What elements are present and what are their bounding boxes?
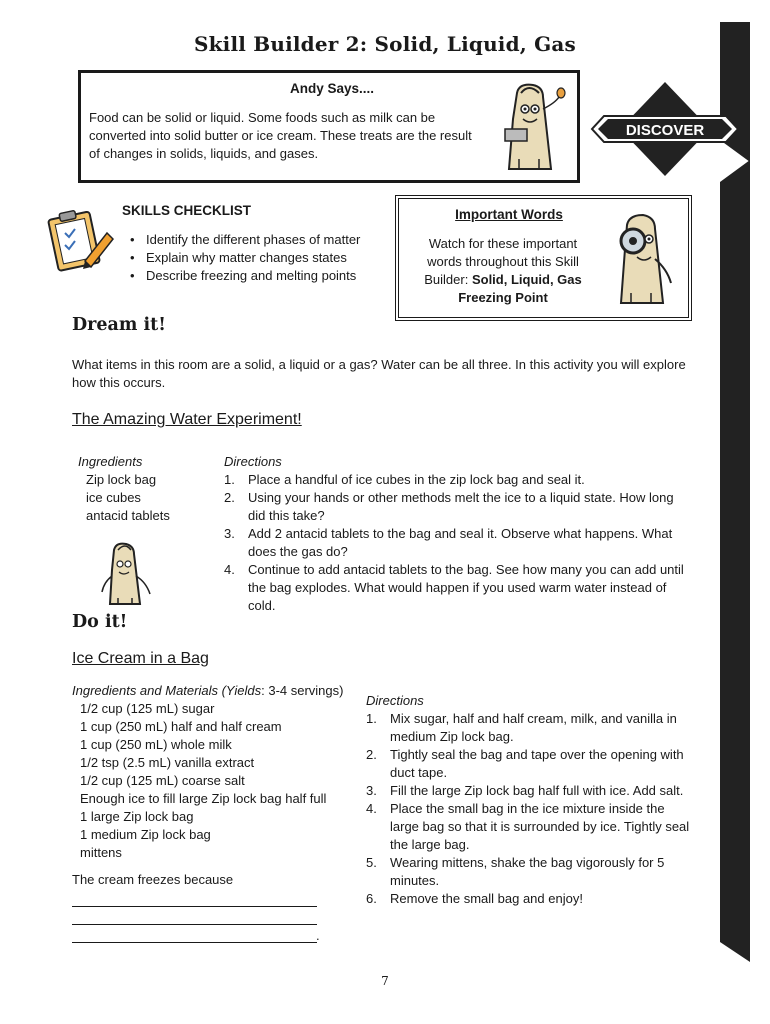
andy-says-box bbox=[78, 70, 580, 183]
ice-cream-direction-item: 3. Fill the large Zip lock bag half full with ice. Add salt. bbox=[366, 783, 684, 798]
water-direction-item: 2. Using your hands or other methods melt the ice to a liquid state. How long did this take? bbox=[224, 490, 674, 523]
important-words-term-1: Solid, Liquid, Gas bbox=[471, 272, 582, 287]
ice-cream-ingredient-item: 1 cup (250 mL) half and half cream bbox=[80, 719, 282, 734]
ice-cream-ingredient-item: 1 medium Zip lock bag bbox=[80, 827, 211, 842]
ice-cream-directions-label: Directions bbox=[366, 693, 424, 708]
do-it-heading: Do it! bbox=[72, 612, 128, 632]
important-words-term-2: Freezing Point bbox=[458, 290, 548, 305]
ice-cream-ingredient-item: mittens bbox=[80, 845, 122, 860]
water-directions-list bbox=[224, 471, 694, 615]
page-number: 7 bbox=[381, 974, 389, 988]
water-direction-item: 4. Continue to add antacid tablets to the bag. See how many you can add until the bag explodes. What would happen if you used warm water instead of cold. bbox=[224, 562, 684, 613]
ice-cream-direction-item: 6. Remove the small bag and enjoy! bbox=[366, 891, 583, 906]
ice-cream-ingredients-label: Ingredients and Materials (Yields: 3-4 servings) bbox=[72, 683, 344, 698]
water-direction-item: 3. Add 2 antacid tablets to the bag and seal it. Observe what happens. What does the gas do? bbox=[224, 526, 673, 559]
ice-cream-ingredient-item: 1/2 tsp (2.5 mL) vanilla extract bbox=[80, 755, 255, 770]
water-ingredient-item: antacid tablets bbox=[86, 508, 170, 523]
water-ingredients-label: Ingredients bbox=[78, 454, 143, 469]
ice-cream-directions-list bbox=[366, 710, 696, 908]
answer-end-period: . bbox=[316, 928, 320, 943]
andy-mascot-icon bbox=[499, 79, 569, 175]
water-directions-label: Directions bbox=[224, 454, 282, 469]
page-title: Skill Builder 2: Solid, Liquid, Gas bbox=[193, 32, 577, 56]
ice-cream-ingredient-item: 1 large Zip lock bag bbox=[80, 809, 194, 824]
important-words-intro: Watch for these important words throughout this Skill Builder: bbox=[424, 236, 579, 287]
answer-line-2[interactable] bbox=[72, 907, 317, 925]
clipboard-pencil-icon bbox=[45, 203, 115, 273]
water-ingredients-list bbox=[86, 471, 170, 525]
important-words-heading: Important Words bbox=[455, 207, 563, 222]
discover-label: DISCOVER bbox=[625, 122, 705, 139]
skills-item: • Describe freezing and melting points bbox=[128, 267, 360, 285]
discover-badge bbox=[590, 82, 740, 177]
andy-says-text: Food can be solid or liquid. Some foods such as milk can be converted into solid butter or ice cream. These treats are the result of changes in solids, liquids, and gases. bbox=[89, 110, 472, 161]
water-ingredient-item: ice cubes bbox=[86, 490, 141, 505]
important-words-box bbox=[395, 195, 692, 321]
answer-line-1[interactable] bbox=[72, 889, 317, 907]
dream-it-text: What items in this room are a solid, a liquid or a gas? Water can be all three. In this activity you will explore how this occurs. bbox=[72, 357, 686, 390]
water-direction-item: 1. Place a handful of ice cubes in the zip lock bag and seal it. bbox=[224, 472, 585, 487]
freeze-prompt: The cream freezes because bbox=[72, 872, 234, 887]
ice-cream-ingredient-item: 1 cup (250 mL) whole milk bbox=[80, 737, 232, 752]
water-ingredient-item: Zip lock bag bbox=[86, 472, 157, 487]
andy-says-heading: Andy Says.... bbox=[289, 81, 375, 96]
andy-magnifier-icon bbox=[611, 209, 679, 309]
ice-cream-direction-item: 5. Wearing mittens, shake the bag vigorously for 5 minutes. bbox=[366, 855, 665, 888]
ice-cream-ingredient-item: 1/2 cup (125 mL) sugar bbox=[80, 701, 215, 716]
water-experiment-heading: The Amazing Water Experiment! bbox=[72, 411, 302, 428]
ice-cream-direction-item: 1. Mix sugar, half and half cream, milk, and vanilla in medium Zip lock bag. bbox=[366, 711, 677, 744]
ice-cream-ingredient-item: 1/2 cup (125 mL) coarse salt bbox=[80, 773, 245, 788]
skills-item: • Explain why matter changes states bbox=[128, 249, 360, 267]
dream-it-heading: Dream it! bbox=[72, 315, 166, 335]
andy-waving-icon bbox=[98, 540, 158, 610]
ice-cream-ingredients-list bbox=[80, 700, 326, 862]
skills-checklist-heading: SKILLS CHECKLIST bbox=[122, 203, 252, 218]
ice-cream-ingredient-item: Enough ice to fill large Zip lock bag half full bbox=[80, 791, 327, 806]
answer-line-3[interactable] bbox=[72, 925, 317, 943]
ice-cream-direction-item: 4. Place the small bag in the ice mixture inside the large bag so that it is surrounded by ice. Tightly seal the large bag. bbox=[366, 801, 690, 852]
ice-cream-direction-item: 2. Tightly seal the bag and tape over the opening with duct tape. bbox=[366, 747, 684, 780]
ice-cream-heading: Ice Cream in a Bag bbox=[72, 650, 209, 667]
skills-item: • Identify the different phases of matter bbox=[128, 231, 360, 249]
skills-list bbox=[128, 231, 360, 285]
important-words-text bbox=[413, 235, 593, 307]
